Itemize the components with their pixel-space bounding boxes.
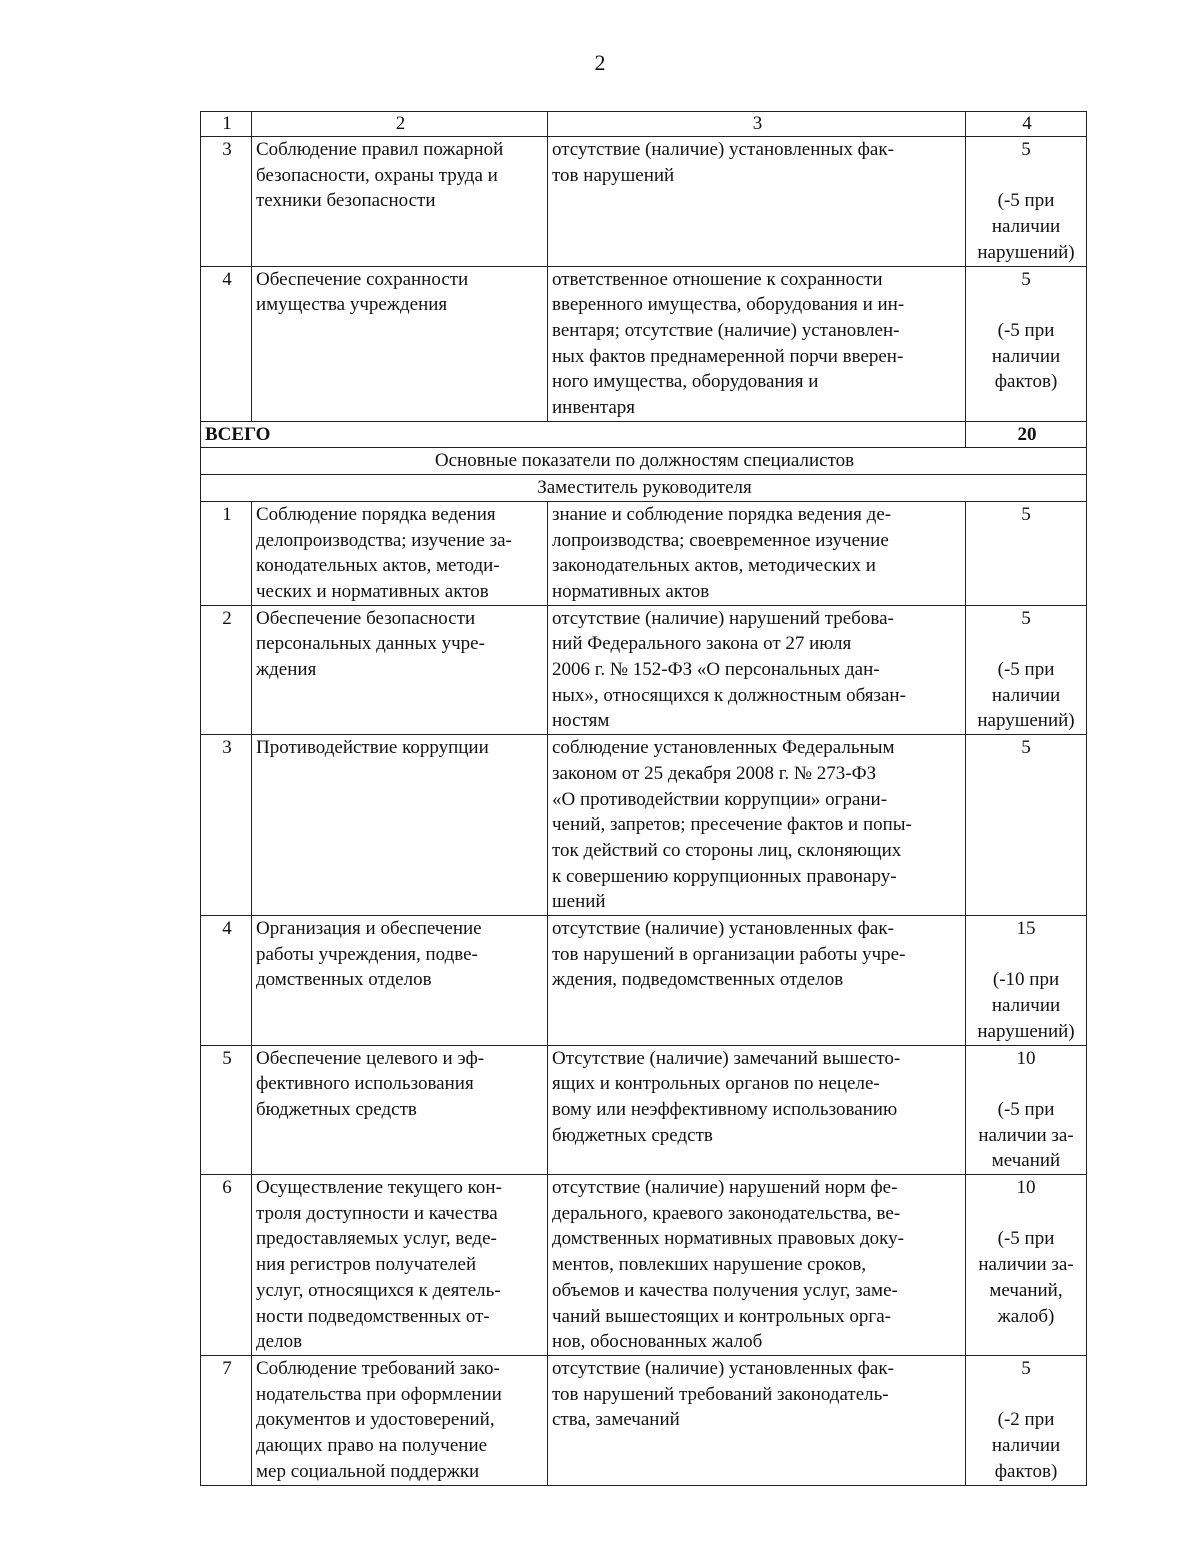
score-note: (-5 при наличии фактов) xyxy=(991,319,1061,393)
table-row xyxy=(201,916,1087,1046)
score-value: 5 xyxy=(1021,1358,1031,1379)
score-cell xyxy=(966,1045,1087,1175)
score-note: (-5 при наличии нарушений) xyxy=(977,190,1075,263)
indicator-name xyxy=(252,735,548,916)
name-text: Противодействие коррупции xyxy=(256,737,489,759)
column-number-3: 3 xyxy=(548,112,966,137)
score-note: (-10 при наличии нарушений) xyxy=(977,969,1075,1042)
table-row xyxy=(201,501,1087,605)
indicator-name xyxy=(252,1045,548,1175)
score-value: 15 xyxy=(1016,918,1036,940)
subsection-title: Заместитель руководителя xyxy=(201,475,1087,502)
score-note: (-5 при наличии нарушений) xyxy=(977,659,1075,732)
name-text: Обеспечение целевого и эф- фективного использования бюджетных средств xyxy=(256,1047,485,1120)
table-row xyxy=(201,1356,1087,1486)
row-number: 3 xyxy=(201,735,252,916)
total-label: ВСЕГО xyxy=(201,421,966,448)
table-row xyxy=(201,735,1087,916)
score-cell xyxy=(966,735,1087,916)
score-cell xyxy=(966,501,1087,605)
indicator-name xyxy=(252,1356,548,1486)
indicator-criteria xyxy=(548,916,966,1046)
indicators-table xyxy=(200,111,1087,1486)
indicator-name: Соблюдение правил пожарной безопасности, охраны труда и техники безопасности xyxy=(252,137,548,267)
row-number: 5 xyxy=(201,1045,252,1175)
subsection-row xyxy=(201,475,1087,502)
name-text: Соблюдение требований зако- нодательства при оформлении документов и удостоверений, дающих право на получение мер социальной поддержки xyxy=(256,1358,502,1482)
criteria-text: отсутствие (наличие) установленных фак- тов нарушений в организации работы учре- ждения, подведомственных отделов xyxy=(552,918,906,991)
section-title: Основные показатели по должностям специалистов xyxy=(201,448,1087,475)
score-value: 5 xyxy=(1021,268,1031,290)
column-number-1: 1 xyxy=(201,112,252,137)
score-note: (-2 при наличии фактов) xyxy=(991,1409,1061,1482)
score-cell xyxy=(966,1175,1087,1356)
section-row xyxy=(201,448,1087,475)
table-row xyxy=(201,266,1087,421)
score-value: 5 xyxy=(1021,607,1031,629)
criteria-text: отсутствие (наличие) установленных фак- тов нарушений требований законодатель- ства, замечаний xyxy=(552,1358,894,1431)
score-note: (-5 при наличии за- мечаний xyxy=(978,1098,1074,1172)
score-cell xyxy=(966,1356,1087,1486)
criteria-text: отсутствие (наличие) нарушений требова- ний Федерального закона от 27 июля 2006 г. № 152-ФЗ «О персональных дан- ных», относящихся к должностным обязан- ностям xyxy=(552,607,906,732)
column-number-2: 2 xyxy=(252,112,548,137)
column-number-4: 4 xyxy=(966,112,1087,137)
indicator-criteria xyxy=(548,1356,966,1486)
indicator-criteria xyxy=(548,1045,966,1175)
indicator-name xyxy=(252,501,548,605)
score-note: (-5 при наличии за- мечаний, жалоб) xyxy=(978,1228,1074,1327)
score-cell xyxy=(966,605,1087,735)
table-row xyxy=(201,137,1087,267)
row-number: 4 xyxy=(201,916,252,1046)
score-cell xyxy=(966,916,1087,1046)
score-cell xyxy=(966,266,1087,421)
table-header-row xyxy=(201,112,1087,137)
table-row xyxy=(201,1045,1087,1175)
criteria-text: отсутствие (наличие) нарушений норм фе- дерального, краевого законодательства, ве- домственных нормативных правовых доку- ментов, повлекших нарушение сроков, объемов и качества получения услуг, заме- чаний вышестоящих и контрольных орга- нов, обоснованных жалоб xyxy=(552,1177,904,1353)
indicator-criteria xyxy=(548,735,966,916)
name-text: Обеспечение безопасности персональных данных учре- ждения xyxy=(256,607,485,681)
row-number: 2 xyxy=(201,605,252,735)
row-number: 3 xyxy=(201,137,252,267)
indicator-name xyxy=(252,916,548,1046)
total-row xyxy=(201,421,1087,448)
indicator-name xyxy=(252,1175,548,1356)
row-number: 4 xyxy=(201,266,252,421)
score-value: 5 xyxy=(1021,737,1031,759)
indicator-name xyxy=(252,605,548,735)
name-text: Осуществление текущего кон- троля доступности и качества предоставляемых услуг, веде- ния регистров получателей услуг, относящихся к деятель- ности подведомственных от- делов xyxy=(256,1177,502,1353)
total-value: 20 xyxy=(966,421,1087,448)
row-number: 6 xyxy=(201,1175,252,1356)
table-row xyxy=(201,1175,1087,1356)
criteria-text: Отсутствие (наличие) замечаний вышесто- ящих и контрольных органов по нецеле- вому или неэффективному использованию бюджетных средств xyxy=(552,1047,901,1146)
row-number: 7 xyxy=(201,1356,252,1486)
score-value: 10 xyxy=(1016,1047,1036,1069)
criteria-text: отсутствие (наличие) установленных фак- тов нарушений xyxy=(552,139,894,186)
page-number: 2 xyxy=(594,50,606,75)
table-row xyxy=(201,605,1087,735)
indicator-criteria xyxy=(548,137,966,267)
score-value: 10 xyxy=(1016,1177,1036,1199)
criteria-text: соблюдение установленных Федеральным законом от 25 декабря 2008 г. № 273-ФЗ «О противодействии коррупции» ограни- чений, запретов; пресечение фактов и попы- ток действий со стороны лиц, склоняющих к совершению коррупционных правонару- шений xyxy=(552,737,912,913)
indicator-criteria xyxy=(548,266,966,421)
row-number: 1 xyxy=(201,501,252,605)
indicator-name: Обеспечение сохранности имущества учреждения xyxy=(252,266,548,421)
name-text: Организация и обеспечение работы учреждения, подве- домственных отделов xyxy=(256,918,482,991)
criteria-text: знание и соблюдение порядка ведения де- лопроизводства; своевременное изучение законодательных актов, методических и нормативных актов xyxy=(552,503,892,602)
criteria-text: ответственное отношение к сохранности вверенного имущества, оборудования и ин- вентаря; отсутствие (наличие) установлен- ных фактов преднамеренной порчи вверен- ного имущества, оборудования и инвентаря xyxy=(552,268,905,419)
score-cell xyxy=(966,137,1087,267)
indicator-criteria xyxy=(548,501,966,605)
score-value: 5 xyxy=(1021,503,1031,525)
score-value: 5 xyxy=(1021,139,1031,160)
indicator-criteria xyxy=(548,1175,966,1356)
name-text: Соблюдение порядка ведения делопроизводства; изучение за- конодательных актов, методи- ческих и нормативных актов xyxy=(256,503,512,602)
indicator-criteria xyxy=(548,605,966,735)
